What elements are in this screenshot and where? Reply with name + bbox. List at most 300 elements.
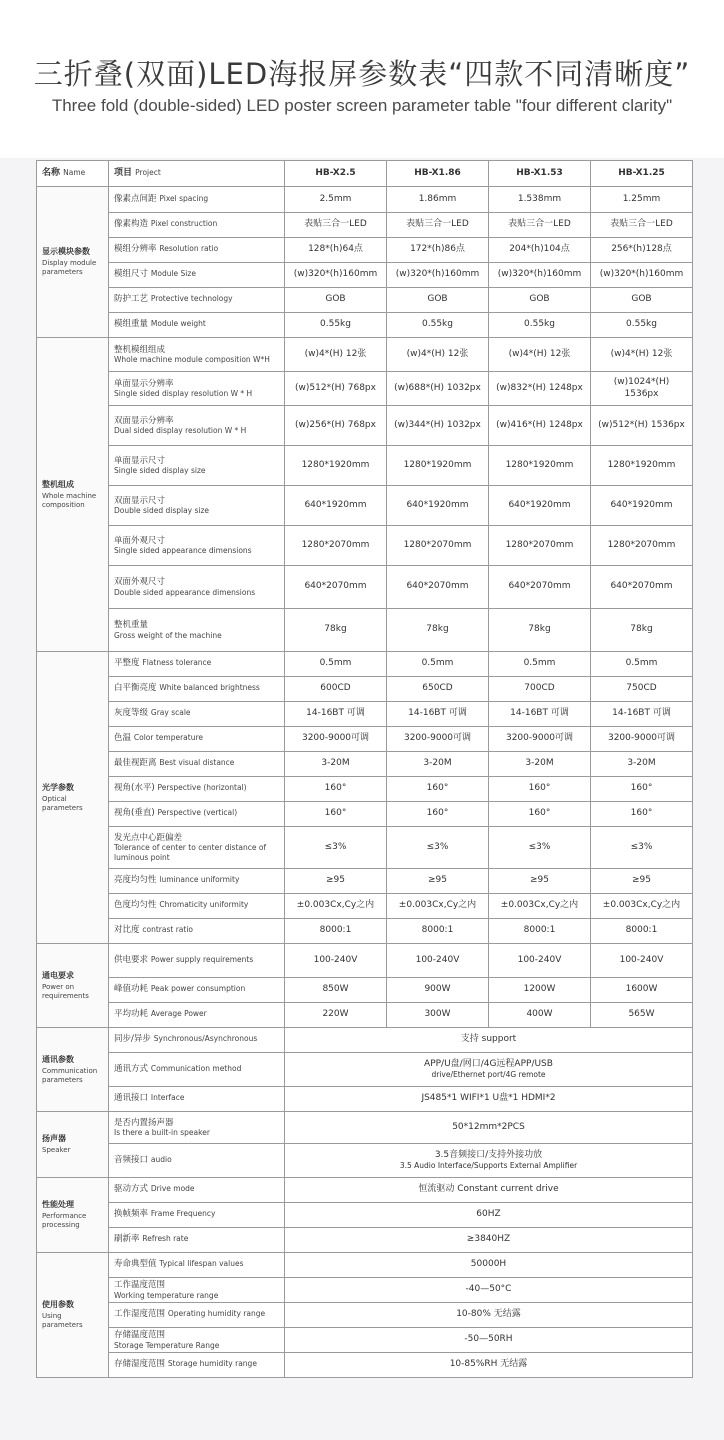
value-cell: (w)4*(H) 12张	[285, 338, 387, 372]
value-cell: (w)320*(h)160mm	[387, 263, 489, 288]
parameter-name-cell	[109, 288, 285, 313]
parameter-name-cn: 双面外观尺寸	[114, 577, 166, 587]
parameter-name-cell	[109, 1253, 285, 1278]
value-cell: 1280*2070mm	[285, 526, 387, 566]
value-cell: (w)320*(h)160mm	[489, 263, 591, 288]
table-row	[37, 869, 693, 894]
value-cell: ≥95	[591, 869, 693, 894]
parameter-name-en: Best visual distance	[159, 758, 235, 768]
parameter-name-cell	[109, 802, 285, 827]
table-row	[37, 677, 693, 702]
section-title-cn: 使用参数	[42, 1300, 74, 1310]
section-category-cell	[37, 1028, 109, 1112]
value-cell: 14-16BT 可调	[489, 702, 591, 727]
section-title-en: Performance processing	[42, 1212, 87, 1229]
parameter-name-cell	[109, 1178, 285, 1203]
table-row	[37, 406, 693, 446]
table-row	[37, 727, 693, 752]
value-cell: 1.25mm	[591, 187, 693, 213]
value-cell: 100-240V	[285, 944, 387, 978]
table-row	[37, 944, 693, 978]
value-cell: ≤3%	[489, 827, 591, 869]
parameter-name-en: Drive mode	[150, 1184, 195, 1194]
parameter-name-cell	[109, 919, 285, 944]
table-row	[37, 1028, 693, 1053]
table-row	[37, 1278, 693, 1303]
parameter-name-cn: 模组重量	[114, 319, 149, 330]
value-cell: 204*(h)104点	[489, 238, 591, 263]
section-title-cn: 性能处理	[42, 1200, 74, 1210]
table-row	[37, 609, 693, 652]
merged-value-cell	[285, 1328, 693, 1353]
parameter-name-en: contrast ratio	[142, 925, 194, 935]
value-cell: (w)320*(h)160mm	[591, 263, 693, 288]
parameter-name-cell	[109, 1303, 285, 1328]
value-cell: 640*1920mm	[387, 486, 489, 526]
value-cell: ≤3%	[387, 827, 489, 869]
merged-value-cell	[285, 1144, 693, 1178]
value-cell: 8000:1	[489, 919, 591, 944]
table-row	[37, 313, 693, 338]
parameter-name-cell	[109, 338, 285, 372]
parameter-name-cn: 单面显示分辨率	[114, 378, 174, 389]
parameter-name-cn: 像素构造	[114, 219, 149, 230]
parameter-name-en: Gray scale	[150, 708, 191, 718]
parameter-name-cn: 双面显示尺寸	[114, 495, 166, 506]
value-cell: (w)4*(H) 12张	[489, 338, 591, 372]
section-title-en: Display module parameters	[42, 259, 97, 276]
parameter-name-cn: 工作湿度范围	[114, 1309, 166, 1320]
value-cell: 300W	[387, 1003, 489, 1028]
value-cell: GOB	[591, 288, 693, 313]
value-cell: 160°	[489, 777, 591, 802]
parameter-name-cn: 色度均匀性	[114, 900, 157, 911]
parameter-name-cn: 寿命典型值	[114, 1259, 157, 1270]
value-cell: 2.5mm	[285, 187, 387, 213]
merged-value-cell	[285, 1087, 693, 1112]
header-name-cell	[37, 161, 109, 187]
parameter-name-en: Color temperature	[133, 733, 203, 743]
value-cell: 172*(h)86点	[387, 238, 489, 263]
parameter-name-cn: 存储温度范围	[114, 1330, 166, 1340]
merged-value-cell	[285, 1112, 693, 1144]
value-cell: 3-20M	[591, 752, 693, 777]
value-cell: 160°	[387, 802, 489, 827]
parameter-name-en: Dual sided display resolution W * H	[114, 426, 247, 436]
parameter-name-cn: 是否内置扬声器	[114, 1117, 174, 1128]
parameter-name-en: Working temperature range	[114, 1290, 219, 1300]
table-row	[37, 338, 693, 372]
value-cell: 0.5mm	[285, 652, 387, 677]
parameter-name-en: Operating humidity range	[167, 1309, 266, 1319]
table-row	[37, 446, 693, 486]
section-title-cn: 通电要求	[42, 970, 74, 980]
parameter-name-en: White balanced brightness	[159, 683, 260, 693]
merged-value-cell	[285, 1278, 693, 1303]
value-cell: 100-240V	[387, 944, 489, 978]
table-row	[37, 1144, 693, 1178]
parameter-name-cell	[109, 566, 285, 609]
value-cell: (w)512*(H) 768px	[285, 372, 387, 406]
value-cell: 640*1920mm	[285, 486, 387, 526]
parameter-name-en: Chromaticity uniformity	[159, 900, 249, 910]
value-cell: 0.55kg	[489, 313, 591, 338]
value-cell: 1.538mm	[489, 187, 591, 213]
parameter-name-cn: 模组分辨率	[114, 244, 157, 255]
value-cell: (w)1024*(H) 1536px	[591, 372, 693, 406]
value-cell: 1.86mm	[387, 187, 489, 213]
parameter-name-en: luminance uniformity	[159, 875, 240, 885]
section-category-cell	[37, 652, 109, 944]
value-cell: 160°	[591, 777, 693, 802]
value-cell: (w)512*(H) 1536px	[591, 406, 693, 446]
parameter-name-cell	[109, 238, 285, 263]
parameter-name-cell	[109, 1203, 285, 1228]
merged-value: APP/U盘/网口/4G远程APP/USB	[424, 1059, 553, 1070]
table-row	[37, 566, 693, 609]
section-title-en: Using parameters	[42, 1312, 83, 1329]
value-cell: 160°	[285, 777, 387, 802]
parameter-name-cell	[109, 827, 285, 869]
value-cell: (w)416*(H) 1248px	[489, 406, 591, 446]
value-cell: ±0.003Cx,Cy之内	[285, 894, 387, 919]
merged-value: 50000H	[470, 1259, 507, 1270]
value-cell: 640*1920mm	[489, 486, 591, 526]
value-cell: GOB	[285, 288, 387, 313]
parameter-name-cell	[109, 486, 285, 526]
parameter-name-en: Refresh rate	[142, 1234, 189, 1244]
header-model-4: HB-X1.25	[591, 161, 693, 187]
value-cell: 8000:1	[285, 919, 387, 944]
parameter-name-cn: 最佳视距离	[114, 758, 157, 769]
value-cell: 640*2070mm	[285, 566, 387, 609]
section-title-en: Communication parameters	[42, 1066, 98, 1084]
value-cell: 640*2070mm	[387, 566, 489, 609]
parameter-name-cn: 峰值功耗	[114, 984, 149, 995]
value-cell: 表贴三合一LED	[285, 213, 387, 238]
value-cell: 128*(h)64点	[285, 238, 387, 263]
parameter-name-en: Pixel construction	[150, 219, 218, 229]
parameter-name-cell	[109, 869, 285, 894]
value-cell: ±0.003Cx,Cy之内	[387, 894, 489, 919]
value-cell: 0.5mm	[591, 652, 693, 677]
parameter-name-cn: 对比度	[114, 925, 140, 936]
parameter-name-cn: 白平衡亮度	[114, 683, 157, 694]
section-category-cell	[37, 944, 109, 1028]
value-cell: 160°	[387, 777, 489, 802]
parameter-name-cn: 整机重量	[114, 620, 149, 630]
parameter-name-cell	[109, 372, 285, 406]
parameter-name-en: Storage humidity range	[167, 1359, 257, 1369]
value-cell: 3200-9000可调	[489, 727, 591, 752]
parameter-name-cn: 工作温度范围	[114, 1280, 166, 1290]
value-cell: GOB	[387, 288, 489, 313]
table-row	[37, 213, 693, 238]
parameter-name-cell	[109, 609, 285, 652]
table-row	[37, 187, 693, 213]
value-cell: ≥95	[387, 869, 489, 894]
header-model-2: HB-X1.86	[387, 161, 489, 187]
parameter-name-cell	[109, 1328, 285, 1353]
value-cell: 220W	[285, 1003, 387, 1028]
value-cell: 8000:1	[387, 919, 489, 944]
table-row	[37, 486, 693, 526]
value-cell: 100-240V	[489, 944, 591, 978]
value-cell: 1280*1920mm	[285, 446, 387, 486]
parameter-name-cell	[109, 526, 285, 566]
merged-value: -40—50°C	[465, 1284, 512, 1295]
value-cell: 14-16BT 可调	[591, 702, 693, 727]
value-cell: 14-16BT 可调	[387, 702, 489, 727]
value-cell: 160°	[285, 802, 387, 827]
section-title-en: Speaker	[42, 1146, 71, 1155]
section-title-en: Whole machine composition	[42, 491, 97, 509]
parameter-name-cell	[109, 727, 285, 752]
table-row	[37, 919, 693, 944]
parameter-name-cell	[109, 1053, 285, 1087]
parameter-name-cn: 音频接口	[114, 1154, 149, 1165]
value-cell: 640*1920mm	[591, 486, 693, 526]
value-cell: 3-20M	[387, 752, 489, 777]
section-category-cell	[37, 338, 109, 652]
parameter-name-cell	[109, 702, 285, 727]
merged-value-cell	[285, 1303, 693, 1328]
page-title-en: Three fold (double-sided) LED poster screen parameter table "four different clarity"	[51, 96, 673, 115]
table-row	[37, 288, 693, 313]
parameter-name-en: Storage Temperature Range	[114, 1340, 220, 1350]
parameter-name-cell	[109, 1003, 285, 1028]
value-cell: (w)4*(H) 12张	[591, 338, 693, 372]
value-cell: ≤3%	[591, 827, 693, 869]
section-title-en: Optical parameters	[42, 794, 83, 812]
table-row	[37, 1053, 693, 1087]
parameter-name-cell	[109, 944, 285, 978]
parameter-name-cell	[109, 1353, 285, 1378]
value-cell: 700CD	[489, 677, 591, 702]
parameter-name-en: Synchronous/Asynchronous	[153, 1034, 258, 1044]
value-cell: 3-20M	[489, 752, 591, 777]
header-name-en: Name	[63, 167, 86, 177]
merged-value: 50*12mm*2PCS	[452, 1121, 525, 1132]
header-project-en: Project	[135, 167, 161, 177]
parameter-name-cn: 视角(水平)	[114, 783, 155, 794]
value-cell: 14-16BT 可调	[285, 702, 387, 727]
merged-value-cell	[285, 1228, 693, 1253]
merged-value-cell	[285, 1178, 693, 1203]
parameter-name-cn: 供电要求	[114, 954, 149, 965]
value-cell: 78kg	[489, 609, 591, 652]
table-row	[37, 894, 693, 919]
parameter-name-en: Double sided display size	[114, 506, 210, 516]
parameter-name-cn: 存储湿度范围	[114, 1359, 166, 1370]
parameter-name-cell	[109, 1144, 285, 1178]
value-cell: GOB	[489, 288, 591, 313]
parameter-name-cell	[109, 752, 285, 777]
value-cell: 表贴三合一LED	[489, 213, 591, 238]
parameter-name-cn: 刷新率	[114, 1234, 140, 1245]
parameter-name-cell	[109, 406, 285, 446]
page-title-cn: 三折叠(双面)LED海报屏参数表“四款不同清晰度”	[33, 57, 691, 91]
section-title-cn: 通讯参数	[42, 1054, 74, 1064]
table-row	[37, 802, 693, 827]
merged-value: -50—50RH	[464, 1334, 513, 1345]
header-project-cell	[109, 161, 285, 187]
parameter-name-cell	[109, 652, 285, 677]
value-cell: 3-20M	[285, 752, 387, 777]
merged-value-cell	[285, 1053, 693, 1087]
value-cell: 表贴三合一LED	[387, 213, 489, 238]
parameter-name-cell	[109, 1278, 285, 1303]
value-cell: 1280*2070mm	[387, 526, 489, 566]
value-cell: 0.5mm	[387, 652, 489, 677]
value-cell: 0.5mm	[489, 652, 591, 677]
value-cell: 400W	[489, 1003, 591, 1028]
parameter-name-en: Power supply requirements	[150, 954, 254, 964]
table-row	[37, 1353, 693, 1378]
merged-value: 60HZ	[476, 1209, 501, 1220]
header-name-cn: 名称	[42, 167, 61, 178]
value-cell: 3200-9000可调	[387, 727, 489, 752]
parameter-name-en: Module Size	[150, 269, 196, 279]
merged-value: JS485*1 WIFI*1 U盘*1 HDMI*2	[421, 1093, 556, 1104]
value-cell: ≤3%	[285, 827, 387, 869]
parameter-name-cell	[109, 978, 285, 1003]
value-cell: 0.55kg	[591, 313, 693, 338]
value-cell: 600CD	[285, 677, 387, 702]
value-cell: 1280*2070mm	[489, 526, 591, 566]
merged-value-cell	[285, 1353, 693, 1378]
parameter-name-cn: 单面外观尺寸	[114, 535, 166, 546]
value-cell: 565W	[591, 1003, 693, 1028]
parameter-name-cn: 亮度均匀性	[114, 875, 157, 886]
value-cell: 900W	[387, 978, 489, 1003]
table-row	[37, 652, 693, 677]
parameter-name-cell	[109, 1112, 285, 1144]
table-row	[37, 978, 693, 1003]
parameter-table-body	[37, 161, 693, 1378]
parameter-name-cell	[109, 1028, 285, 1053]
parameter-name-cn: 平整度	[114, 658, 140, 669]
merged-value: 3.5音频接口/支持外接功放	[434, 1150, 543, 1161]
value-cell: (w)344*(H) 1032px	[387, 406, 489, 446]
value-cell: 1280*1920mm	[489, 446, 591, 486]
parameter-name-en: Resolution ratio	[159, 244, 219, 254]
parameter-name-cn: 像素点间距	[114, 193, 157, 204]
table-row	[37, 1087, 693, 1112]
value-cell: (w)256*(H) 768px	[285, 406, 387, 446]
value-cell: 3200-9000可调	[285, 727, 387, 752]
parameter-name-en: Pixel spacing	[159, 193, 209, 203]
value-cell: 1280*2070mm	[591, 526, 693, 566]
parameter-name-en: Gross weight of the machine	[114, 630, 222, 640]
table-row	[37, 1253, 693, 1278]
parameter-name-cn: 色温	[114, 733, 132, 744]
parameter-name-en: Single sided appearance dimensions	[114, 546, 252, 556]
parameter-name-cn: 单面显示尺寸	[114, 455, 166, 466]
table-row	[37, 702, 693, 727]
parameter-name-en: Average Power	[150, 1009, 207, 1019]
merged-value: 10-85%RH 无结露	[449, 1359, 528, 1370]
table-row	[37, 1003, 693, 1028]
parameter-name-cn: 模组尺寸	[114, 269, 149, 280]
parameter-name-en: Perspective (horizontal)	[157, 783, 247, 793]
table-row	[37, 1203, 693, 1228]
parameter-name-cn: 防护工艺	[114, 294, 149, 305]
parameter-name-cn: 双面显示分辨率	[114, 415, 174, 426]
parameter-name-en: Double sided appearance dimensions	[114, 587, 256, 597]
merged-value-en: 3.5 Audio Interface/Supports External Amplifier	[399, 1161, 578, 1171]
parameter-name-en: Protective technology	[150, 294, 233, 304]
table-row	[37, 1303, 693, 1328]
value-cell: 1200W	[489, 978, 591, 1003]
value-cell: ±0.003Cx,Cy之内	[489, 894, 591, 919]
table-header-row	[37, 161, 693, 187]
value-cell: 1280*1920mm	[591, 446, 693, 486]
value-cell: 640*2070mm	[591, 566, 693, 609]
section-category-cell	[37, 1253, 109, 1378]
merged-value-cell	[285, 1028, 693, 1053]
table-row	[37, 827, 693, 869]
parameter-name-en: Communication method	[150, 1063, 242, 1073]
parameter-name-en: Whole machine module composition W*H	[114, 355, 270, 365]
value-cell: 640*2070mm	[489, 566, 591, 609]
parameter-name-en: Interface	[150, 1093, 185, 1103]
value-cell: 100-240V	[591, 944, 693, 978]
parameter-name-cell	[109, 1228, 285, 1253]
merged-value: 支持 support	[460, 1034, 517, 1045]
section-title-cn: 光学参数	[42, 782, 74, 792]
parameter-name-cn: 驱动方式	[114, 1184, 149, 1195]
table-row	[37, 1112, 693, 1144]
value-cell: 256*(h)128点	[591, 238, 693, 263]
table-row	[37, 1228, 693, 1253]
value-cell: 0.55kg	[285, 313, 387, 338]
value-cell: 0.55kg	[387, 313, 489, 338]
value-cell: 750CD	[591, 677, 693, 702]
value-cell: 650CD	[387, 677, 489, 702]
value-cell: ≥95	[489, 869, 591, 894]
parameter-name-en: Single sided display size	[114, 466, 206, 476]
parameter-name-cell	[109, 777, 285, 802]
section-category-cell	[37, 187, 109, 338]
parameter-name-cn: 整机模组组成	[114, 344, 166, 355]
value-cell: 160°	[489, 802, 591, 827]
value-cell: (w)320*(h)160mm	[285, 263, 387, 288]
parameter-name-en: Module weight	[150, 319, 206, 329]
merged-value-cell	[285, 1203, 693, 1228]
parameter-name-cn: 灰度等级	[114, 708, 149, 719]
value-cell: (w)688*(H) 1032px	[387, 372, 489, 406]
merged-value: ≥3840HZ	[466, 1234, 511, 1245]
table-row	[37, 777, 693, 802]
parameter-name-cell	[109, 187, 285, 213]
header-project-cn: 项目	[114, 167, 133, 178]
parameter-name-cell	[109, 213, 285, 238]
header-model-1: HB-X2.5	[285, 161, 387, 187]
value-cell: 表贴三合一LED	[591, 213, 693, 238]
parameter-name-cell	[109, 677, 285, 702]
merged-value-cell	[285, 1253, 693, 1278]
value-cell: 160°	[591, 802, 693, 827]
table-row	[37, 263, 693, 288]
parameter-name-en: Tolerance of center to center distance of luminous point	[114, 843, 267, 862]
parameter-name-en: Typical lifespan values	[159, 1259, 244, 1269]
value-cell: ±0.003Cx,Cy之内	[591, 894, 693, 919]
table-row	[37, 372, 693, 406]
parameter-name-cn: 视角(垂直)	[114, 808, 155, 819]
value-cell: 78kg	[591, 609, 693, 652]
merged-value: 10-80% 无结露	[456, 1309, 521, 1320]
